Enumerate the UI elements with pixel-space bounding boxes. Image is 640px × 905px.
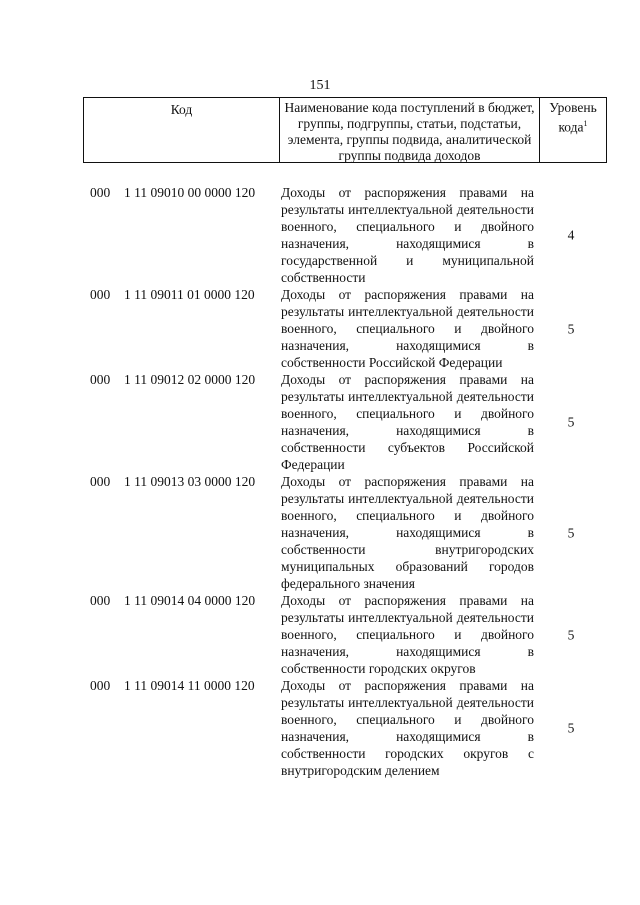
revenue-description: Доходы от распоряжения правами на результаты интеллектуальной деятельности военного, специального и двойного назначения, находящимися в собственности городских округов bbox=[281, 593, 534, 676]
header-level-footnote: 1 bbox=[583, 119, 588, 128]
table-row bbox=[0, 286, 640, 371]
code-level: 5 bbox=[567, 627, 575, 642]
code-level: 5 bbox=[567, 720, 575, 736]
code-level: 5 bbox=[567, 525, 575, 540]
admin-code: 000 bbox=[90, 593, 111, 608]
table-row bbox=[0, 371, 640, 473]
table-header bbox=[83, 97, 607, 163]
code-level: 5 bbox=[567, 321, 575, 336]
admin-code: 000 bbox=[90, 185, 111, 200]
revenue-description: Доходы от распоряжения правами на результаты интеллектуальной деятельности военного, специального и двойного назначения, находящимися в собственности Российской Федерации bbox=[281, 287, 534, 370]
table-row bbox=[0, 184, 640, 286]
admin-code: 000 bbox=[90, 678, 111, 693]
revenue-description: Доходы от распоряжения правами на результаты интеллектуальной деятельности военного, специального и двойного назначения, находящимися в собственности внутригородских муниципальных образований городов федерального значения bbox=[281, 474, 534, 591]
revenue-code: 1 11 09014 11 0000 120 bbox=[124, 678, 255, 693]
table-row bbox=[0, 677, 640, 779]
admin-code: 000 bbox=[90, 287, 111, 302]
revenue-code: 1 11 09011 01 0000 120 bbox=[124, 287, 255, 302]
admin-code: 000 bbox=[90, 372, 111, 387]
revenue-description: Доходы от распоряжения правами на результаты интеллектуальной деятельности военного, специального и двойного назначения, находящимися в собственности городских округов с внутригородским делением bbox=[281, 678, 534, 778]
code-level: 5 bbox=[567, 414, 575, 430]
table-body bbox=[0, 184, 640, 779]
header-level bbox=[540, 98, 606, 162]
admin-code: 000 bbox=[90, 474, 111, 489]
header-level-label: Уровень кода bbox=[549, 100, 597, 135]
revenue-description: Доходы от распоряжения правами на результаты интеллектуальной деятельности военного, специального и двойного назначения, находящимися в государственной и муниципальной собственности bbox=[281, 185, 534, 285]
code-level: 4 bbox=[567, 227, 575, 243]
header-name: Наименование кода поступлений в бюджет, группы, подгруппы, статьи, подстатьи, элемента, группы подвида, аналитической группы подвида доходов bbox=[280, 98, 540, 162]
revenue-code: 1 11 09012 02 0000 120 bbox=[124, 372, 256, 387]
header-code: Код bbox=[84, 98, 280, 162]
revenue-description: Доходы от распоряжения правами на результаты интеллектуальной деятельности военного, специального и двойного назначения, находящимися в собственности субъектов Российской Федерации bbox=[281, 372, 534, 472]
revenue-code: 1 11 09014 04 0000 120 bbox=[124, 593, 256, 608]
revenue-code: 1 11 09010 00 0000 120 bbox=[124, 185, 256, 200]
table-row bbox=[0, 592, 640, 677]
revenue-code: 1 11 09013 03 0000 120 bbox=[124, 474, 256, 489]
page-number: 151 bbox=[309, 78, 331, 93]
table-row bbox=[0, 473, 640, 592]
